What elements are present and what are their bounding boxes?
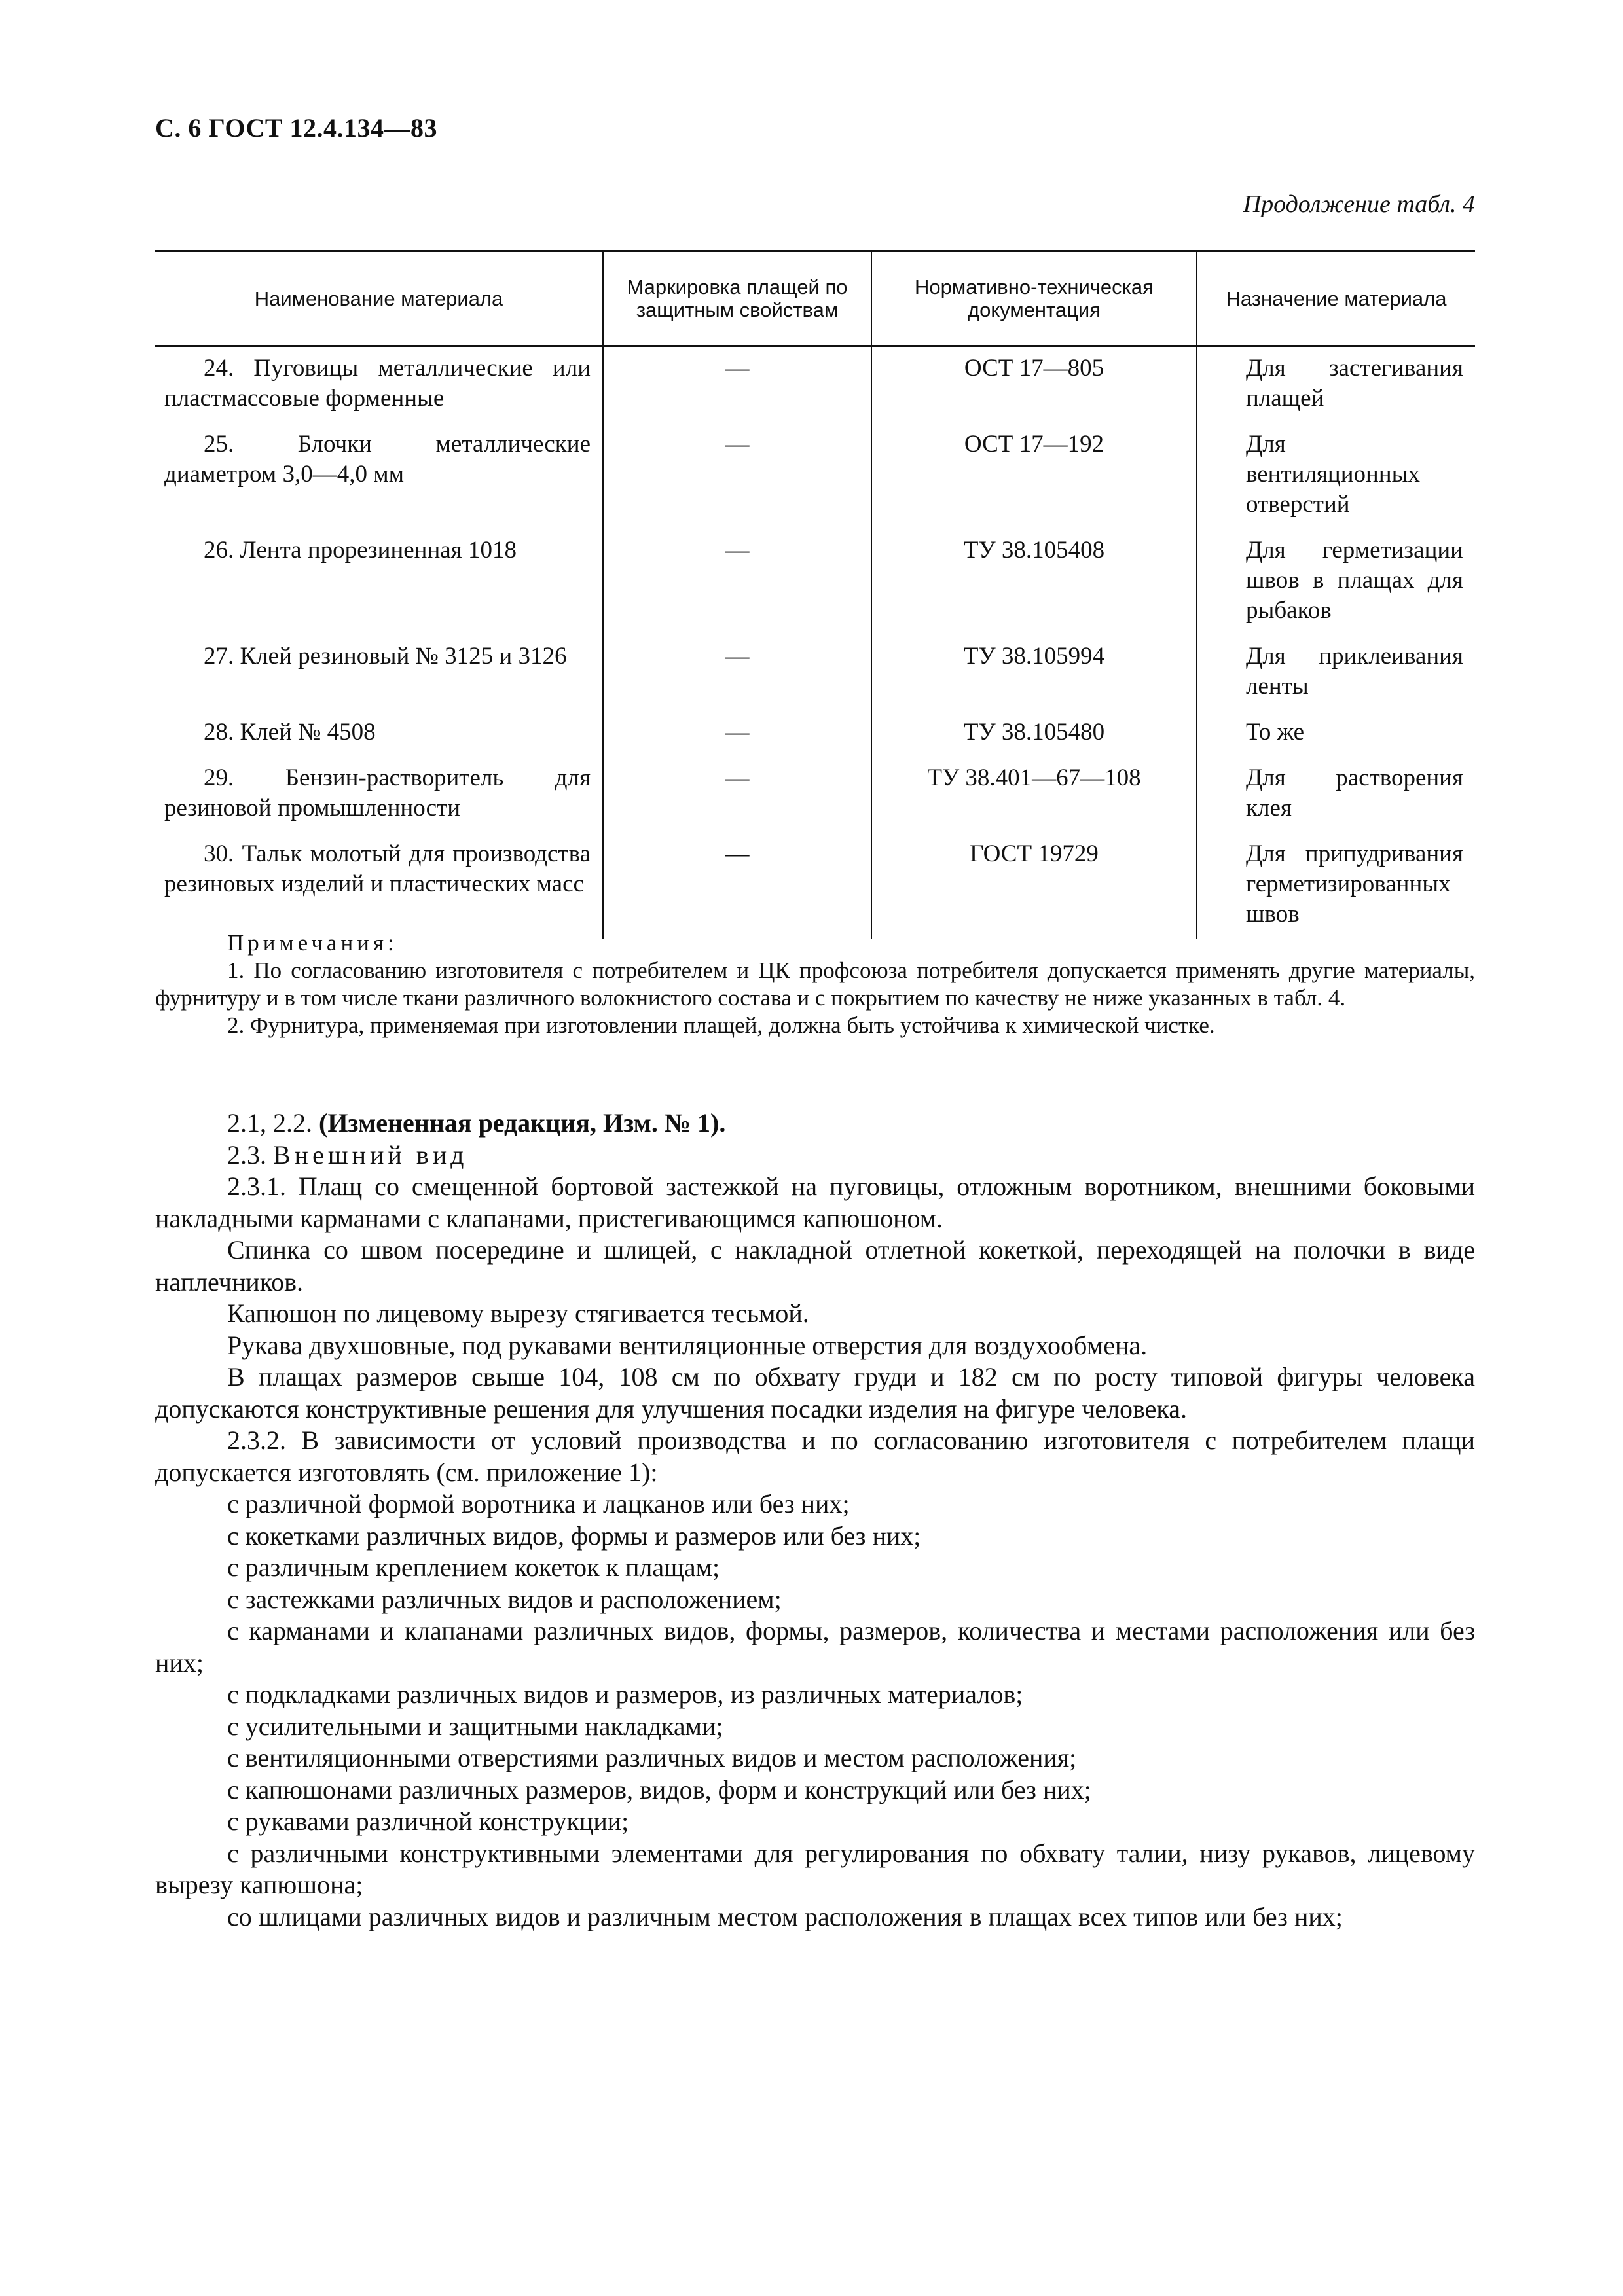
marking-cell: — <box>603 529 871 635</box>
material-name-cell: 27. Клей резиновый № 3125 и 3126 <box>204 643 567 670</box>
paragraph: 2.3.2. В зависимости от условий производства и по согласованию изготовителя с потребителем плащи допускается изготовлять (см. приложение 1): <box>155 1426 1475 1487</box>
table-row <box>155 711 1475 757</box>
column-header-marking: Маркировка плащей по защитным свойствам <box>603 251 871 346</box>
marking-cell: — <box>603 757 871 833</box>
paragraph: Спинка со швом посередине и шлицей, с накладной отлетной кокеткой, переходящей на полочки в виде наплечников. <box>155 1235 1475 1297</box>
list-item: с подкладками различных видов и размеров, из различных материалов; <box>227 1679 1023 1709</box>
list-item: с различным креплением кокеток к плащам; <box>227 1552 720 1582</box>
purpose-cell: Для вентиляционных отверстий <box>1197 423 1475 529</box>
list-item: с карманами и клапанами различных видов, формы, размеров, количества и местами расположения или без них; <box>155 1616 1475 1677</box>
amendment-line <box>155 1107 1475 1139</box>
documentation-cell: ТУ 38.401—67—108 <box>871 757 1197 833</box>
list-item: с рукавами различной конструкции; <box>227 1806 629 1836</box>
marking-cell: — <box>603 346 871 423</box>
purpose-cell: Для герметизации швов в плащах для рыбаков <box>1197 529 1475 635</box>
column-header-material: Наименование материала <box>155 251 603 346</box>
section-title: Внешний вид <box>273 1139 468 1170</box>
table-row <box>155 757 1475 833</box>
material-name-cell: 26. Лента прорезиненная 1018 <box>204 537 517 564</box>
note-item: 2. Фурнитура, применяемая при изготовлении плащей, должна быть устойчива к химической чистке. <box>227 1013 1215 1038</box>
table-row <box>155 635 1475 711</box>
list-item: со шлицами различных видов и различным местом расположения в плащах всех типов или без них; <box>227 1901 1343 1931</box>
list-item: с застежками различных видов и расположением; <box>227 1584 782 1614</box>
documentation-cell: ОСТ 17—805 <box>871 346 1197 423</box>
section-number: 2.3. <box>227 1139 273 1170</box>
column-header-documentation: Нормативно-техническая документация <box>871 251 1197 346</box>
purpose-cell: Для приклеивания ленты <box>1197 635 1475 711</box>
marking-cell: — <box>603 635 871 711</box>
documentation-cell: ГОСТ 19729 <box>871 833 1197 939</box>
documentation-cell: ОСТ 17—192 <box>871 423 1197 529</box>
table-row <box>155 423 1475 529</box>
table-row <box>155 346 1475 423</box>
paragraph: В плащах размеров свыше 104, 108 см по обхвату груди и 182 см по росту типовой фигуры человека допускаются конструктивные решения для улучшения посадки изделия на фигуре человека. <box>155 1362 1475 1424</box>
table-continuation-label: Продолжение табл. 4 <box>1243 190 1475 218</box>
material-name-cell: 25. Блочки металлические диаметром 3,0—4,0 мм <box>164 431 591 488</box>
documentation-cell: ТУ 38.105408 <box>871 529 1197 635</box>
amendment-note: (Измененная редакция, Изм. № 1). <box>319 1108 726 1138</box>
section-heading <box>155 1139 1475 1172</box>
documentation-cell: ТУ 38.105480 <box>871 711 1197 757</box>
list-item: с кокетками различных видов, формы и размеров или без них; <box>227 1520 921 1551</box>
material-name-cell: 30. Тальк молотый для производства резиновых изделий и пластических масс <box>164 840 591 897</box>
section-body <box>155 1107 1475 1933</box>
table-header-row <box>155 251 1475 346</box>
material-name-cell: 24. Пуговицы металлические или пластмассовые форменные <box>164 355 591 412</box>
purpose-cell: То же <box>1197 711 1475 757</box>
paragraph: Рукава двухшовные, под рукавами вентиляционные отверстия для воздухообмена. <box>227 1330 1148 1360</box>
documentation-cell: ТУ 38.105994 <box>871 635 1197 711</box>
marking-cell: — <box>603 423 871 529</box>
materials-table <box>155 250 1475 939</box>
table-row <box>155 833 1475 939</box>
table-notes <box>155 929 1475 1039</box>
paragraph: Капюшон по лицевому вырезу стягивается тесьмой. <box>227 1299 809 1328</box>
list-item: с усилительными и защитными накладками; <box>227 1711 723 1741</box>
note-item: 1. По согласованию изготовителя с потребителем и ЦК профсоюза потребителя допускается применять другие материалы, фурнитуру и в том числе ткани различного волокнистого состава и с покрытием по качеству не ниже указанных в табл. 4. <box>155 958 1475 1011</box>
material-name-cell: 29. Бензин-растворитель для резиновой промышленности <box>164 764 591 821</box>
notes-title: Примечания: <box>227 930 398 956</box>
table-row <box>155 529 1475 635</box>
material-name-cell: 28. Клей № 4508 <box>204 719 376 745</box>
marking-cell: — <box>603 711 871 757</box>
column-header-purpose: Назначение материала <box>1197 251 1475 346</box>
page-header: С. 6 ГОСТ 12.4.134—83 <box>155 113 438 143</box>
marking-cell: — <box>603 833 871 939</box>
list-item: с вентиляционными отверстиями различных видов и местом расположения; <box>227 1743 1077 1772</box>
purpose-cell: Для застегивания плащей <box>1197 346 1475 423</box>
paragraph: 2.3.1. Плащ со смещенной бортовой застежкой на пуговицы, отложным воротником, внешними боковыми накладными карманами с клапанами, пристегивающимся капюшоном. <box>155 1172 1475 1233</box>
list-item: с различными конструктивными элементами для регулирования по обхвату талии, низу рукавов, лицевому вырезу капюшона; <box>155 1838 1475 1899</box>
purpose-cell: Для растворения клея <box>1197 757 1475 833</box>
list-item: с различной формой воротника и лацканов или без них; <box>227 1489 850 1518</box>
amendment-clauses: 2.1, 2.2. <box>227 1108 319 1138</box>
list-item: с капюшонами различных размеров, видов, форм и конструкций или без них; <box>227 1774 1091 1804</box>
purpose-cell: Для припудривания герметизированных швов <box>1197 833 1475 939</box>
